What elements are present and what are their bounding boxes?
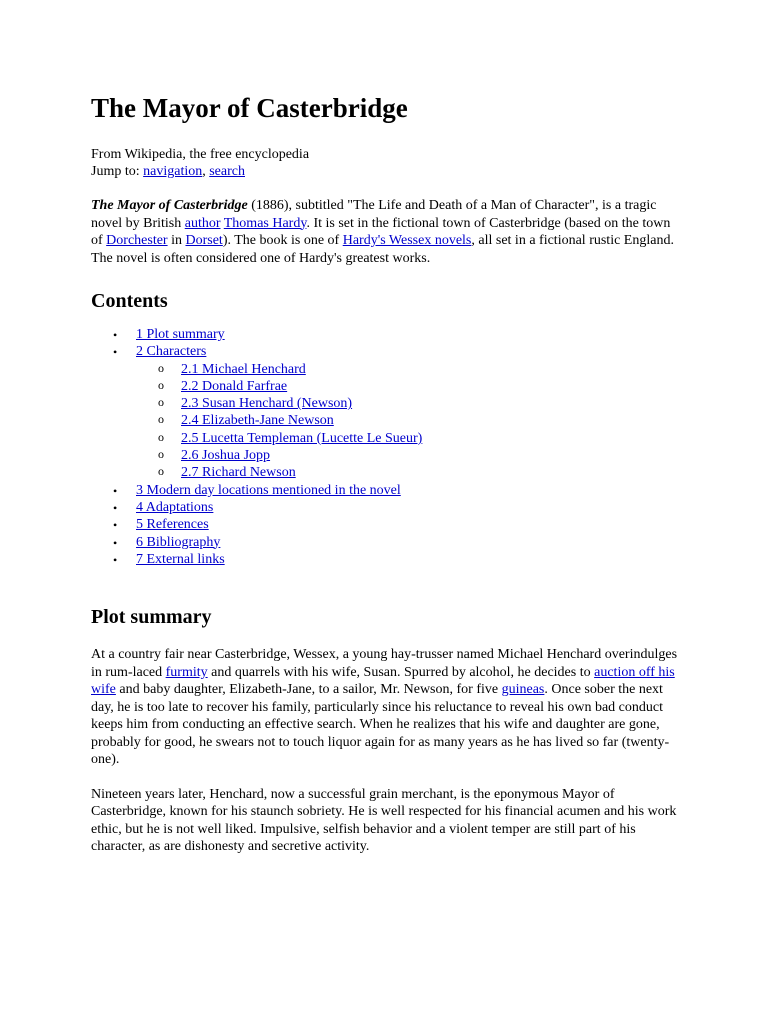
plot-text: and baby daughter, Elizabeth-Jane, to a sailor, Mr. Newson, for five	[115, 682, 502, 698]
intro-text: , all set in a fictional rustic England. The novel is often considered one of Hardy's greatest works.	[91, 233, 674, 266]
wife-auction-link[interactable]: auction off his wife	[91, 664, 675, 698]
toc-link[interactable]: 6 Bibliography	[136, 534, 221, 550]
toc-link[interactable]: 2.5 Lucetta Templeman (Lucette Le Sueur)	[181, 430, 423, 446]
navigation-link[interactable]: navigation	[143, 164, 203, 179]
toc-subitem	[91, 464, 678, 481]
intro-text: in	[167, 233, 186, 248]
search-link[interactable]: search	[209, 164, 245, 179]
contents-heading: Contents	[91, 290, 168, 312]
toc-link[interactable]: 2.2 Donald Farfrae	[181, 378, 288, 394]
intro-italic-title: The Mayor of Casterbridge	[91, 198, 248, 213]
plot-summary-heading: Plot summary	[91, 606, 212, 629]
furmity-link[interactable]: furmity	[165, 664, 208, 680]
toc-item	[91, 516, 678, 533]
intro-text: (1886), subtitled "The Life and Death of a Man of Character", is a tragic novel by British	[91, 198, 657, 231]
plot-paragraph-2: Nineteen years later, Henchard, now a successful grain merchant, is the eponymous Mayor of Casterbridge, known for his staunch sobriety. He is well respected for his financial acumen and his work ethic, but he is not well liked. Impulsive, selfish behavior and a violent temper are still part of his character, as are dishonesty and secretive activity.	[91, 786, 677, 855]
toc-item	[91, 326, 678, 343]
toc-subitem	[91, 430, 678, 447]
toc-item	[91, 343, 678, 360]
toc-subitem	[91, 361, 678, 378]
toc-link[interactable]: 2.6 Joshua Jopp	[181, 448, 271, 464]
toc-subitem	[91, 412, 678, 429]
toc-item	[91, 482, 678, 499]
page-title: The Mayor of Casterbridge	[91, 93, 408, 123]
plot-text: and quarrels with his wife, Susan. Spurred by alcohol, he decides to	[207, 664, 595, 680]
toc-subitem	[91, 378, 678, 395]
toc-link[interactable]: 3 Modern day locations mentioned in the novel	[136, 482, 401, 498]
toc-link[interactable]: 4 Adaptations	[136, 499, 214, 515]
guineas-link[interactable]: guineas	[501, 682, 545, 698]
toc-subitem	[91, 447, 678, 464]
toc-link[interactable]: 2.3 Susan Henchard (Newson)	[181, 396, 353, 412]
dorset-link[interactable]: Dorset	[185, 233, 223, 248]
toc-link[interactable]: 2.4 Elizabeth-Jane Newson	[181, 413, 334, 429]
toc-link[interactable]: 7 External links	[136, 551, 225, 567]
source-line: From Wikipedia, the free encyclopedia	[91, 147, 310, 162]
wessex-novels-link[interactable]: Hardy's Wessex novels	[342, 233, 472, 248]
jump-to-line	[91, 163, 678, 180]
toc-link[interactable]: 2.1 Michael Henchard	[181, 361, 306, 377]
intro-text: . It is set in the fictional town of Casterbridge (based on the town of	[91, 215, 671, 248]
intro-paragraph	[91, 197, 678, 267]
jump-to-label: Jump to:	[91, 164, 144, 179]
dorchester-link[interactable]: Dorchester	[106, 233, 168, 248]
toc-link[interactable]: 2.7 Richard Newson	[181, 465, 296, 481]
plot-paragraph-1	[91, 646, 678, 769]
toc-item	[91, 551, 678, 568]
plot-text: At a country fair near Casterbridge, Wessex, a young hay-trusser named Michael Henchard overindulges in rum-laced	[91, 647, 678, 680]
plot-text: . Once sober the next day, he is too late to recover his family, particularly since his reluctance to reveal his own bad conduct keeps him from conducting an effective search. When he realizes that his wife and daughter are gone, probably for good, he swears not to touch liquor again for as many years as he has lived so far (twenty-one).	[91, 682, 670, 768]
toc-link[interactable]: 1 Plot summary	[136, 327, 225, 342]
toc-link[interactable]: 5 References	[136, 517, 209, 533]
author-link[interactable]: author	[184, 215, 221, 231]
toc-item	[91, 499, 678, 516]
toc-link[interactable]: 2 Characters	[136, 344, 207, 360]
toc-subitem	[91, 395, 678, 412]
jump-separator: ,	[202, 164, 210, 179]
toc-item	[91, 534, 678, 551]
table-of-contents	[91, 326, 678, 568]
thomas-hardy-link[interactable]: Thomas Hardy	[223, 215, 307, 231]
intro-text: ). The book is one of	[222, 233, 343, 248]
